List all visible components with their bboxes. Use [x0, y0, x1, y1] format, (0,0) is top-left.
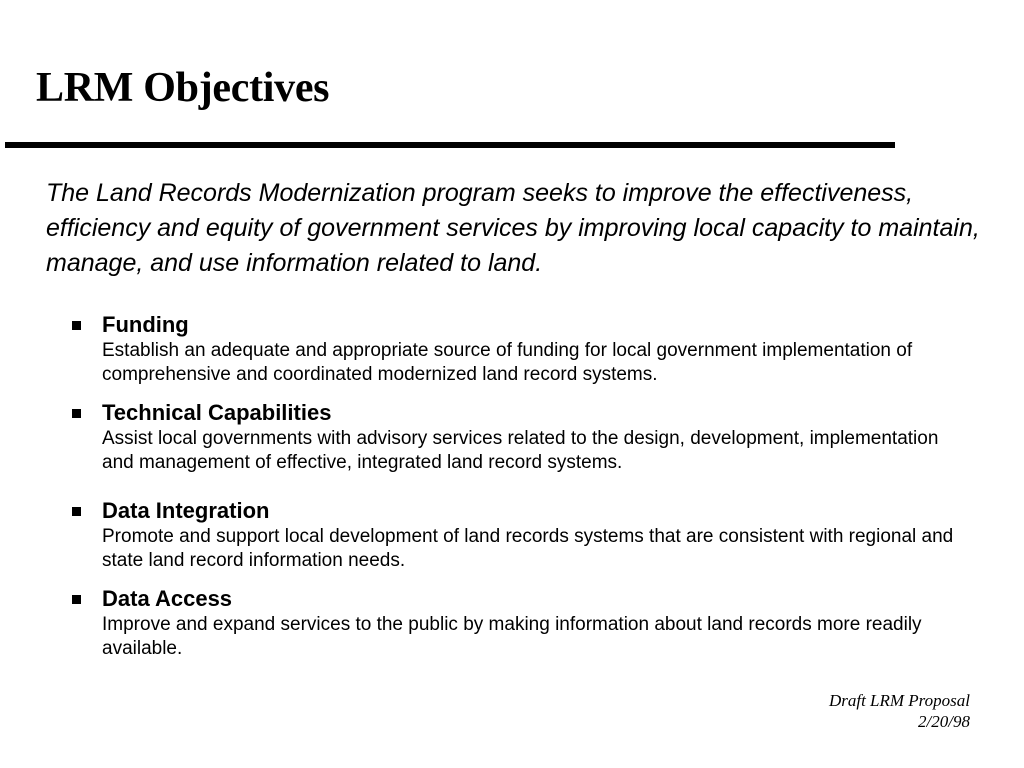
objective-funding — [66, 311, 966, 387]
objective-description: Assist local governments with advisory services related to the design, development, implementation and management of effective, integrated land record systems. — [102, 428, 939, 473]
slide-footer — [829, 690, 970, 732]
objective-data-access — [66, 585, 966, 661]
square-bullet-icon — [72, 321, 81, 330]
title-divider — [5, 142, 895, 148]
objectives-list — [66, 311, 966, 661]
square-bullet-icon — [72, 409, 81, 418]
objective-heading: Data Access — [102, 586, 233, 611]
square-bullet-icon — [72, 595, 81, 604]
footer-date: 2/20/98 — [918, 712, 970, 731]
objective-heading: Technical Capabilities — [102, 400, 332, 425]
objective-heading: Data Integration — [102, 498, 270, 523]
footer-document-name: Draft LRM Proposal — [828, 691, 970, 710]
slide-title: LRM Objectives — [36, 65, 330, 111]
objective-description: Promote and support local development of land records systems that are consistent with regional and state land record information needs. — [102, 526, 954, 571]
objective-data-integration — [66, 497, 966, 573]
objective-technical-capabilities — [66, 399, 966, 475]
objective-heading: Funding — [102, 312, 189, 337]
intro-paragraph: The Land Records Modernization program seeks to improve the effectiveness, efficiency and equity of government services by improving local capacity to maintain, manage, and use information related to land. — [46, 179, 980, 277]
objective-description: Establish an adequate and appropriate source of funding for local government implementation of comprehensive and coordinated modernized land record systems. — [102, 340, 913, 385]
objective-description: Improve and expand services to the public by making information about land records more readily available. — [102, 614, 922, 659]
square-bullet-icon — [72, 507, 81, 516]
